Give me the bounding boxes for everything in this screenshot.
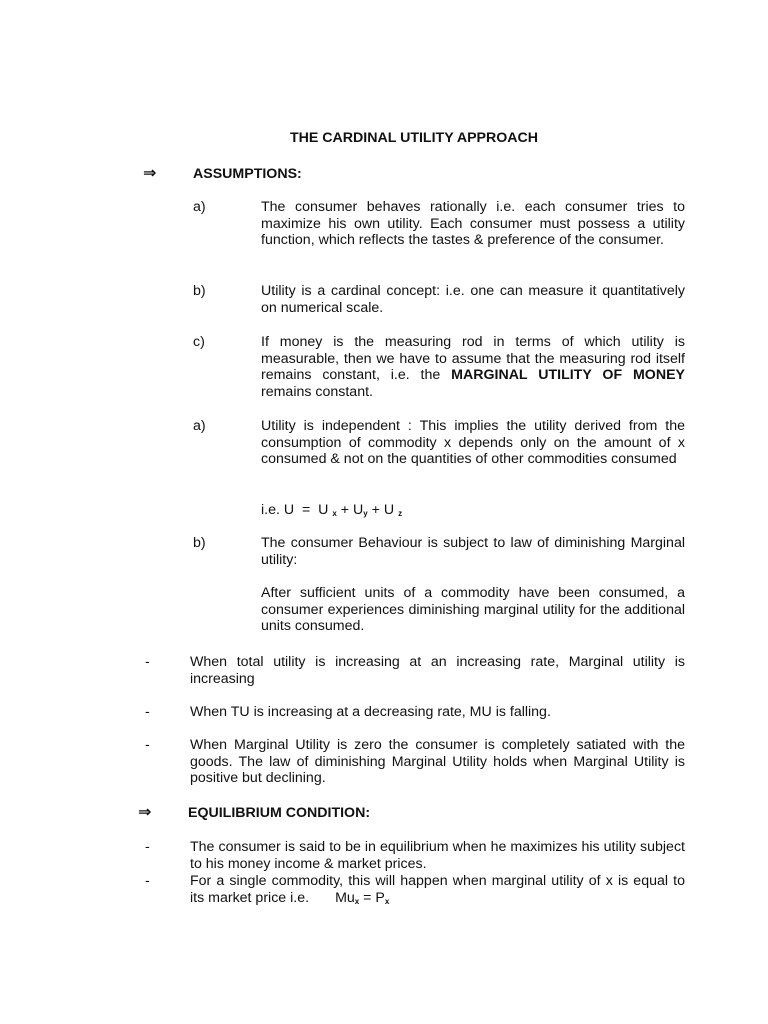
item-label: a) [193,199,206,215]
formula-part: = P [359,889,385,906]
dash-bullet: - [145,839,150,855]
dash-bullet: - [145,704,150,720]
formula-subscript: y [363,509,368,518]
dash-item-text: When TU is increasing at a decreasing rate, MU is falling. [190,704,551,720]
formula-subscript: z [398,509,403,518]
item-subtext: After sufficient units of a commodity have been consumed, a consumer experiences diminishing marginal utility for the additional units consumed. [261,585,685,635]
item-label: b) [193,283,206,299]
item-text [261,334,685,400]
dash-item-text: When Marginal Utility is zero the consumer is completely satiated with the goods. The law of diminishing Marginal Utility holds when Marginal Utility is positive but declining. [190,737,685,787]
item-text: Utility is a cardinal concept: i.e. one can measure it quantitatively on numerical scale. [261,283,685,316]
assumptions-heading: ASSUMPTIONS: [193,166,302,182]
item-label: a) [193,418,206,434]
item-text-part: remains constant. [261,383,373,400]
item-text: The consumer behaves rationally i.e. each consumer tries to maximize his own utility. Each consumer must possess a utility function, which reflects the tastes & preference of the consumer. [261,199,685,249]
dash-item-text: When total utility is increasing at an increasing rate, Marginal utility is increasing [190,654,685,687]
item-text-part: If money is the measuring rod in terms of which utility is measurable, then we have to assume that the measuring rod itself remains constant, i.e. the [261,334,685,384]
formula-part: Mu [335,889,355,906]
dash-bullet: - [145,654,150,670]
dash-bullet: - [145,737,150,753]
item-text-part: For a single commodity, this will happen when marginal utility of x is equal to its market price i.e. [190,873,685,906]
item-label: c) [193,334,205,350]
item-label: b) [193,535,206,551]
formula-part: + U [336,502,364,518]
arrow-icon: ⇒ [143,165,157,182]
item-text-bold: MARGINAL UTILITY OF MONEY [451,367,686,384]
dash-bullet: - [145,873,150,889]
utility-formula [261,502,402,519]
page-title: THE CARDINAL UTILITY APPROACH [289,130,539,146]
arrow-icon: ⇒ [138,804,152,821]
formula-subscript: x [384,896,390,906]
item-text: Utility is independent : This implies the utility derived from the consumption of commodity x depends only on the amount of x consumed & not on the quantities of other commodities consumed [261,418,685,468]
formula-part: i.e. U = U [261,502,329,518]
equilibrium-item-text [190,873,685,906]
formula-part: + U [367,502,395,518]
item-text: The consumer Behaviour is subject to law of diminishing Marginal utility: [261,535,685,568]
formula-subscript: x [354,896,360,906]
formula-subscript: x [332,509,337,518]
equilibrium-item-text: The consumer is said to be in equilibrium when he maximizes his utility subject to his money income & market prices. [190,839,685,872]
equilibrium-heading: EQUILIBRIUM CONDITION: [188,805,371,821]
